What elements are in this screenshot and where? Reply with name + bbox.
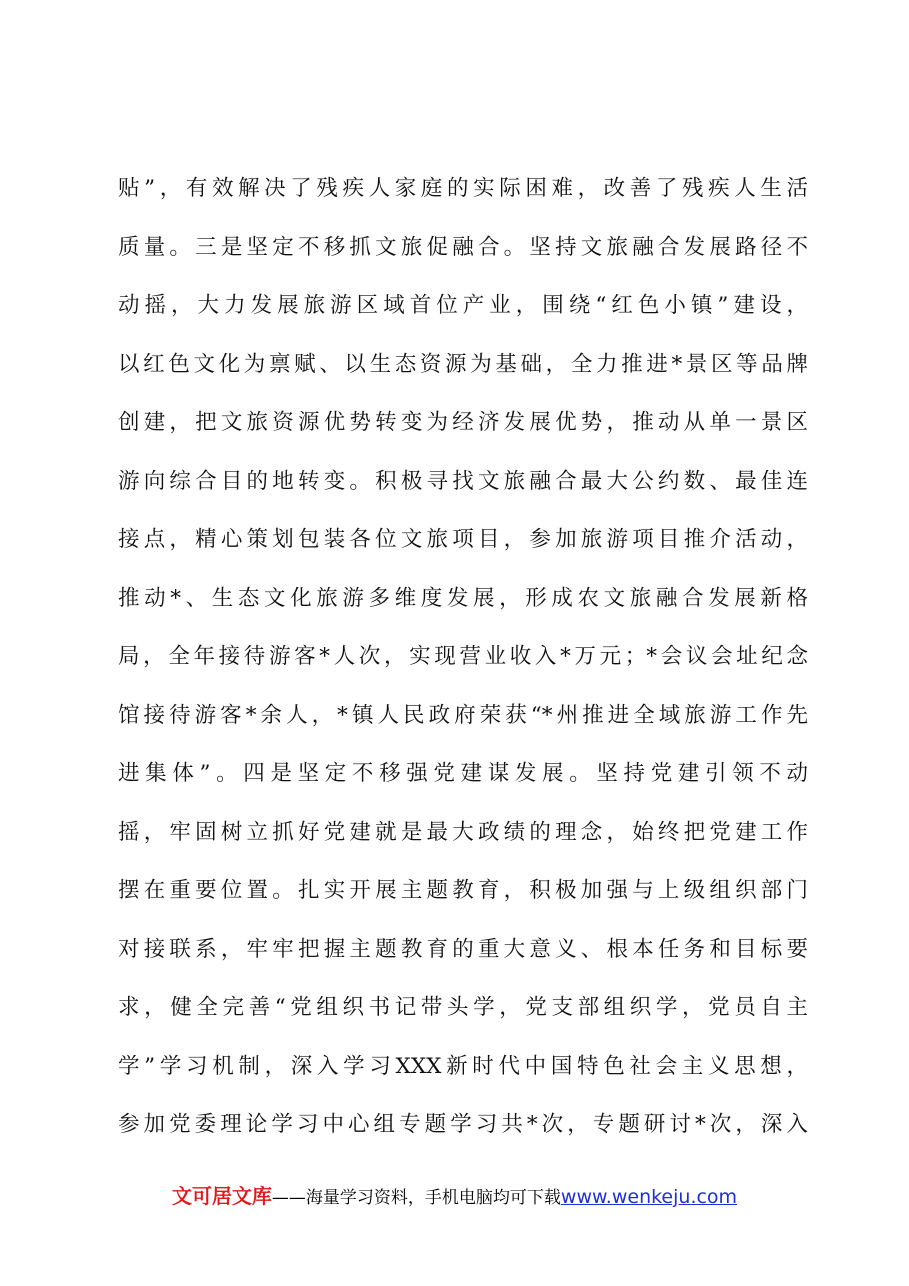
text-line: 摆在重要位置。扎实开展主题教育，积极加强与上级组织部门 bbox=[118, 878, 808, 903]
text-line: 学”学习机制，深入学习XXX新时代中国特色社会主义思想， bbox=[118, 1053, 808, 1079]
footer-banner bbox=[0, 1180, 909, 1209]
text-line: 局，全年接待游客*人次，实现营业收入*万元；*会议会址纪念 bbox=[118, 644, 808, 669]
text-line: 摇，牢固树立抓好党建就是最大政绩的理念，始终把党建工作 bbox=[118, 819, 808, 845]
text-line: 游向综合目的地转变。积极寻找文旅融合最大公约数、最佳连 bbox=[118, 468, 808, 494]
text-line: 质量。三是坚定不移抓文旅促融合。坚持文旅融合发展路径不 bbox=[118, 234, 808, 260]
text-line: 求，健全完善“党组织书记带头学，党支部组织学，党员自主 bbox=[118, 995, 808, 1020]
text-line: 参加党委理论学习中心组专题学习共*次，专题研讨*次，深入 bbox=[118, 1112, 808, 1137]
text-line: 接点，精心策划包装各位文旅项目，参加旅游项目推介活动， bbox=[118, 527, 808, 552]
text-line: 对接联系，牢牢把握主题教育的重大意义、根本任务和目标要 bbox=[118, 936, 808, 962]
body-text bbox=[118, 160, 808, 1155]
text-line: 进集体”。四是坚定不移强党建谋发展。坚持党建引领不动 bbox=[118, 761, 808, 786]
text-line: 动摇，大力发展旅游区域首位产业，围绕“红色小镇”建设， bbox=[118, 293, 808, 318]
text-line: 贴”，有效解决了残疾人家庭的实际困难，改善了残疾人生活 bbox=[118, 176, 808, 201]
footer-url-link[interactable]: www.wenkeju.com bbox=[560, 1186, 738, 1208]
text-line: 以红色文化为禀赋、以生态资源为基础，全力推进*景区等品牌 bbox=[118, 351, 808, 377]
text-line: 推动*、生态文化旅游多维度发展，形成农文旅融合发展新格 bbox=[118, 585, 808, 611]
text-line: 馆接待游客*余人，*镇人民政府荣获“*州推进全域旅游工作先 bbox=[118, 702, 808, 728]
text-line: 创建，把文旅资源优势转变为经济发展优势，推动从单一景区 bbox=[118, 410, 808, 435]
footer-brand: 文可居文库 bbox=[171, 1184, 272, 1208]
footer-tagline: ——海量学习资料，手机电脑均可下载 bbox=[271, 1188, 561, 1208]
